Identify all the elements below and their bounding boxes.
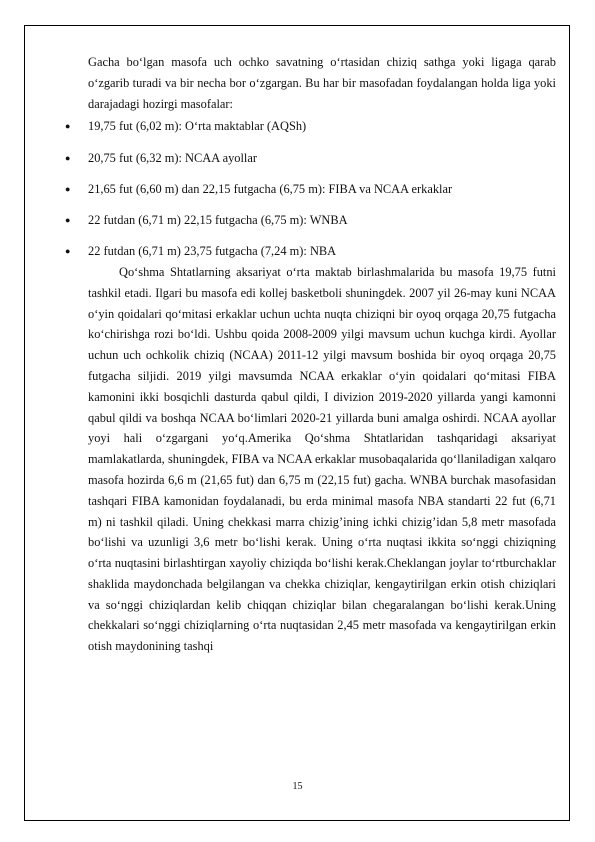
bullet-icon: ● [65, 152, 71, 163]
list-item: ● 21,65 fut (6,60 m) dan 22,15 futgacha (6,75 m): FIBA va NCAA erkaklar [88, 179, 556, 200]
bullet-icon: ● [65, 214, 71, 225]
list-item: ● 20,75 fut (6,32 m): NCAA ayollar [88, 148, 556, 169]
bullet-icon: ● [65, 121, 71, 132]
page-number: 15 [292, 781, 303, 792]
distance-list [65, 116, 556, 262]
list-item: ● 19,75 fut (6,02 m): O‘rta maktablar (AQSh) [88, 116, 556, 137]
intro-paragraph: Gacha bo‘lgan masofa uch ochko savatning o‘rtasidan chiziq sathga yoki ligaga qarab o‘zgarib turadi va bir necha bor o‘zgargan. Bu har bir masofadan foydalangan holda liga yoki darajadagi hozirgi masofalar: [88, 55, 556, 111]
list-item: ● 22 futdan (6,71 m) 22,15 futgacha (6,75 m): WNBA [88, 210, 556, 231]
document-body [65, 52, 556, 657]
bullet-icon: ● [65, 183, 71, 194]
body-paragraph: Qo‘shma Shtatlarning aksariyat o‘rta maktab birlashmalarida bu masofa 19,75 futni tashkil etadi. Ilgari bu masofa edi kollej basketboli shuningdek. 2007 yil 26-may kuni NCAA o‘yin qoidalari qo‘mitasi erkaklar uchun uchta nuqta chiziqni bir oyoq orqaga 20,75 futgacha ko‘chirishga rozi bo‘ldi. Ushbu qoida 2008-2009 yilgi mavsum uchun kuchga kirdi. Ayollar uchun uch ochkolik chiziq (NCAA) 2011-12 yilgi mavsum boshida bir oyoq orqaga 20,75 futgacha siljidi. 2019 yilgi mavsumda NCAA erkaklar o‘yin qoidalari qo‘mitasi FIBA kamonini ikki bosqichli dasturda qabul qildi, I divizion 2019-2020 yillarda yangi kamonni qabul qildi va boshqa NCAA bo‘limlari 2020-21 yillarda buni amalga oshirdi. NCAA ayollar yoyi hali o‘zgargani yo‘q.Amerika Qo‘shma Shtatlaridan tashqaridagi aksariyat mamlakatlarda, shuningdek, FIBA va NCAA erkaklar musobaqalarida qo‘llaniladigan xalqaro masofa hozirda 6,6 m (21,65 fut) dan 6,75 m (22,15 fut) gacha. WNBA burchak masofasidan tashqari FIBA kamonidan foydalanadi, bu erda minimal masofa NBA standarti 22 fut (6,71 m) ni tashkil qiladi. Uning chekkasi marra chizig’ining ichki chizig’idan 5,8 metr masofada bo‘lishi va uzunligi 3,6 metr bo‘lishi kerak. Uning o‘rta nuqtasi ikkita so‘nggi chiziqning o‘rta nuqtasini birlashtirgan xayoliy chiziqda bo‘lishi kerak.Cheklangan joylar to‘rtburchaklar shaklida maydonchada belgilangan va chekka chiziqlar, kengaytirilgan erkin otish chiziqlari va so‘nggi chiziqlardan kelib chiqqan chiziqlar bilan chegaralangan bo‘lishi kerak.Uning chekkalari so‘nggi chiziqlarning o‘rta nuqtasidan 2,45 metr masofada va kengaytirilgan erkin otish maydonining tashqi [88, 264, 556, 654]
bullet-icon: ● [65, 246, 71, 257]
list-item: ● 22 futdan (6,71 m) 23,75 futgacha (7,24 m): NBA [88, 241, 556, 262]
